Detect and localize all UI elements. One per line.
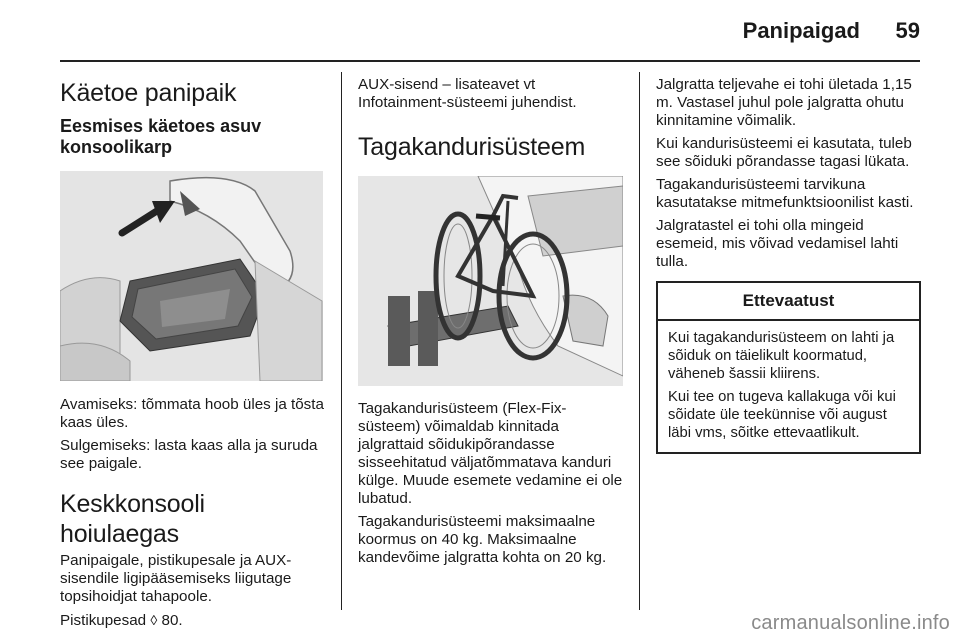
caution-paragraph-slopes: Kui tee on tugeva kallakuga või kui sõidate üle teekünnise või august läbi vms, sõitke ettevaatlikult. — [668, 389, 896, 441]
column-divider-1 — [341, 72, 342, 610]
caution-title: Ettevaatust — [658, 283, 919, 321]
power-outlets-label: Pistikupesad — [60, 612, 147, 629]
paragraph-loose-objects: Jalgratastel ei tohi olla mingeid esemeid, mis võivad vedamisel lahti tulla. — [656, 217, 899, 270]
page-number: 59 — [895, 18, 920, 43]
page-reference-icon: ◊ — [150, 612, 158, 628]
rear-carrier-bicycle-illustration — [358, 176, 623, 386]
column-3 — [656, 72, 921, 454]
site-watermark: carmanualsonline.info — [751, 612, 950, 634]
power-outlets-page-link[interactable]: 80. — [161, 612, 183, 629]
column-2 — [358, 72, 623, 567]
paragraph-power-outlets — [60, 611, 325, 630]
column-divider-2 — [639, 72, 640, 610]
armrest-storage-illustration — [60, 171, 323, 381]
subheading-front-armrest: Eesmises käetoes asuv konsoolikarp — [60, 116, 262, 157]
paragraph-max-load: Tagakandurisüsteemi maksimaalne koormus on 40 kg. Maksimaalne kandevõime jalgratta kohta on 20 kg. — [358, 513, 607, 566]
paragraph-open-instruction: Avamiseks: tõmmata hoob üles ja tõsta kaas üles. — [60, 396, 324, 431]
paragraph-close-instruction: Sulgemiseks: lasta kaas alla ja suruda see paigale. — [60, 437, 318, 472]
running-header-title: Panipaigad — [742, 18, 860, 43]
section-heading-center-console: Keskkonsooli hoiulaegas — [60, 490, 205, 548]
paragraph-console-access: Panipaigale, pistikupesale ja AUX-sisendile ligipääsemiseks liigutage topsihoidjat tahapoole. — [60, 552, 292, 605]
paragraph-accessory-box: Tagakandurisüsteemi tarvikuna kasutatakse mitmefunktsioonilist kasti. — [656, 176, 914, 211]
paragraph-wheelbase-limit: Jalgratta teljevahe ei tohi ületada 1,15 m. Vastasel juhul pole jalgratta ohutu kinnitamine võimalik. — [656, 76, 912, 129]
caution-paragraph-clearance: Kui tagakandurisüsteem on lahti ja sõiduk on täielikult koormatud, väheneb šassii kliirens. — [668, 330, 895, 382]
section-heading-armrest-storage: Käetoe panipaik — [60, 79, 237, 107]
column-1 — [60, 72, 325, 630]
paragraph-aux-input: AUX-sisend – lisateavet vt Infotainment-süsteemi juhendist. — [358, 76, 577, 111]
caution-body — [658, 321, 919, 452]
caution-box — [656, 281, 921, 454]
paragraph-flex-fix-description: Tagakandurisüsteem (Flex-Fix-süsteem) võimaldab kinnitada jalgrattaid sõidukipõrandasse sisseehitatud väljatõmmatava kanduri külge. Muude esemete vedamine ei ole lubatud. — [358, 400, 623, 507]
section-heading-rear-carrier: Tagakandurisüsteem — [358, 133, 586, 161]
header-rule — [60, 60, 920, 62]
paragraph-retract-carrier: Kui kandurisüsteemi ei kasutata, tuleb see sõiduki põrandasse tagasi lükata. — [656, 135, 912, 170]
